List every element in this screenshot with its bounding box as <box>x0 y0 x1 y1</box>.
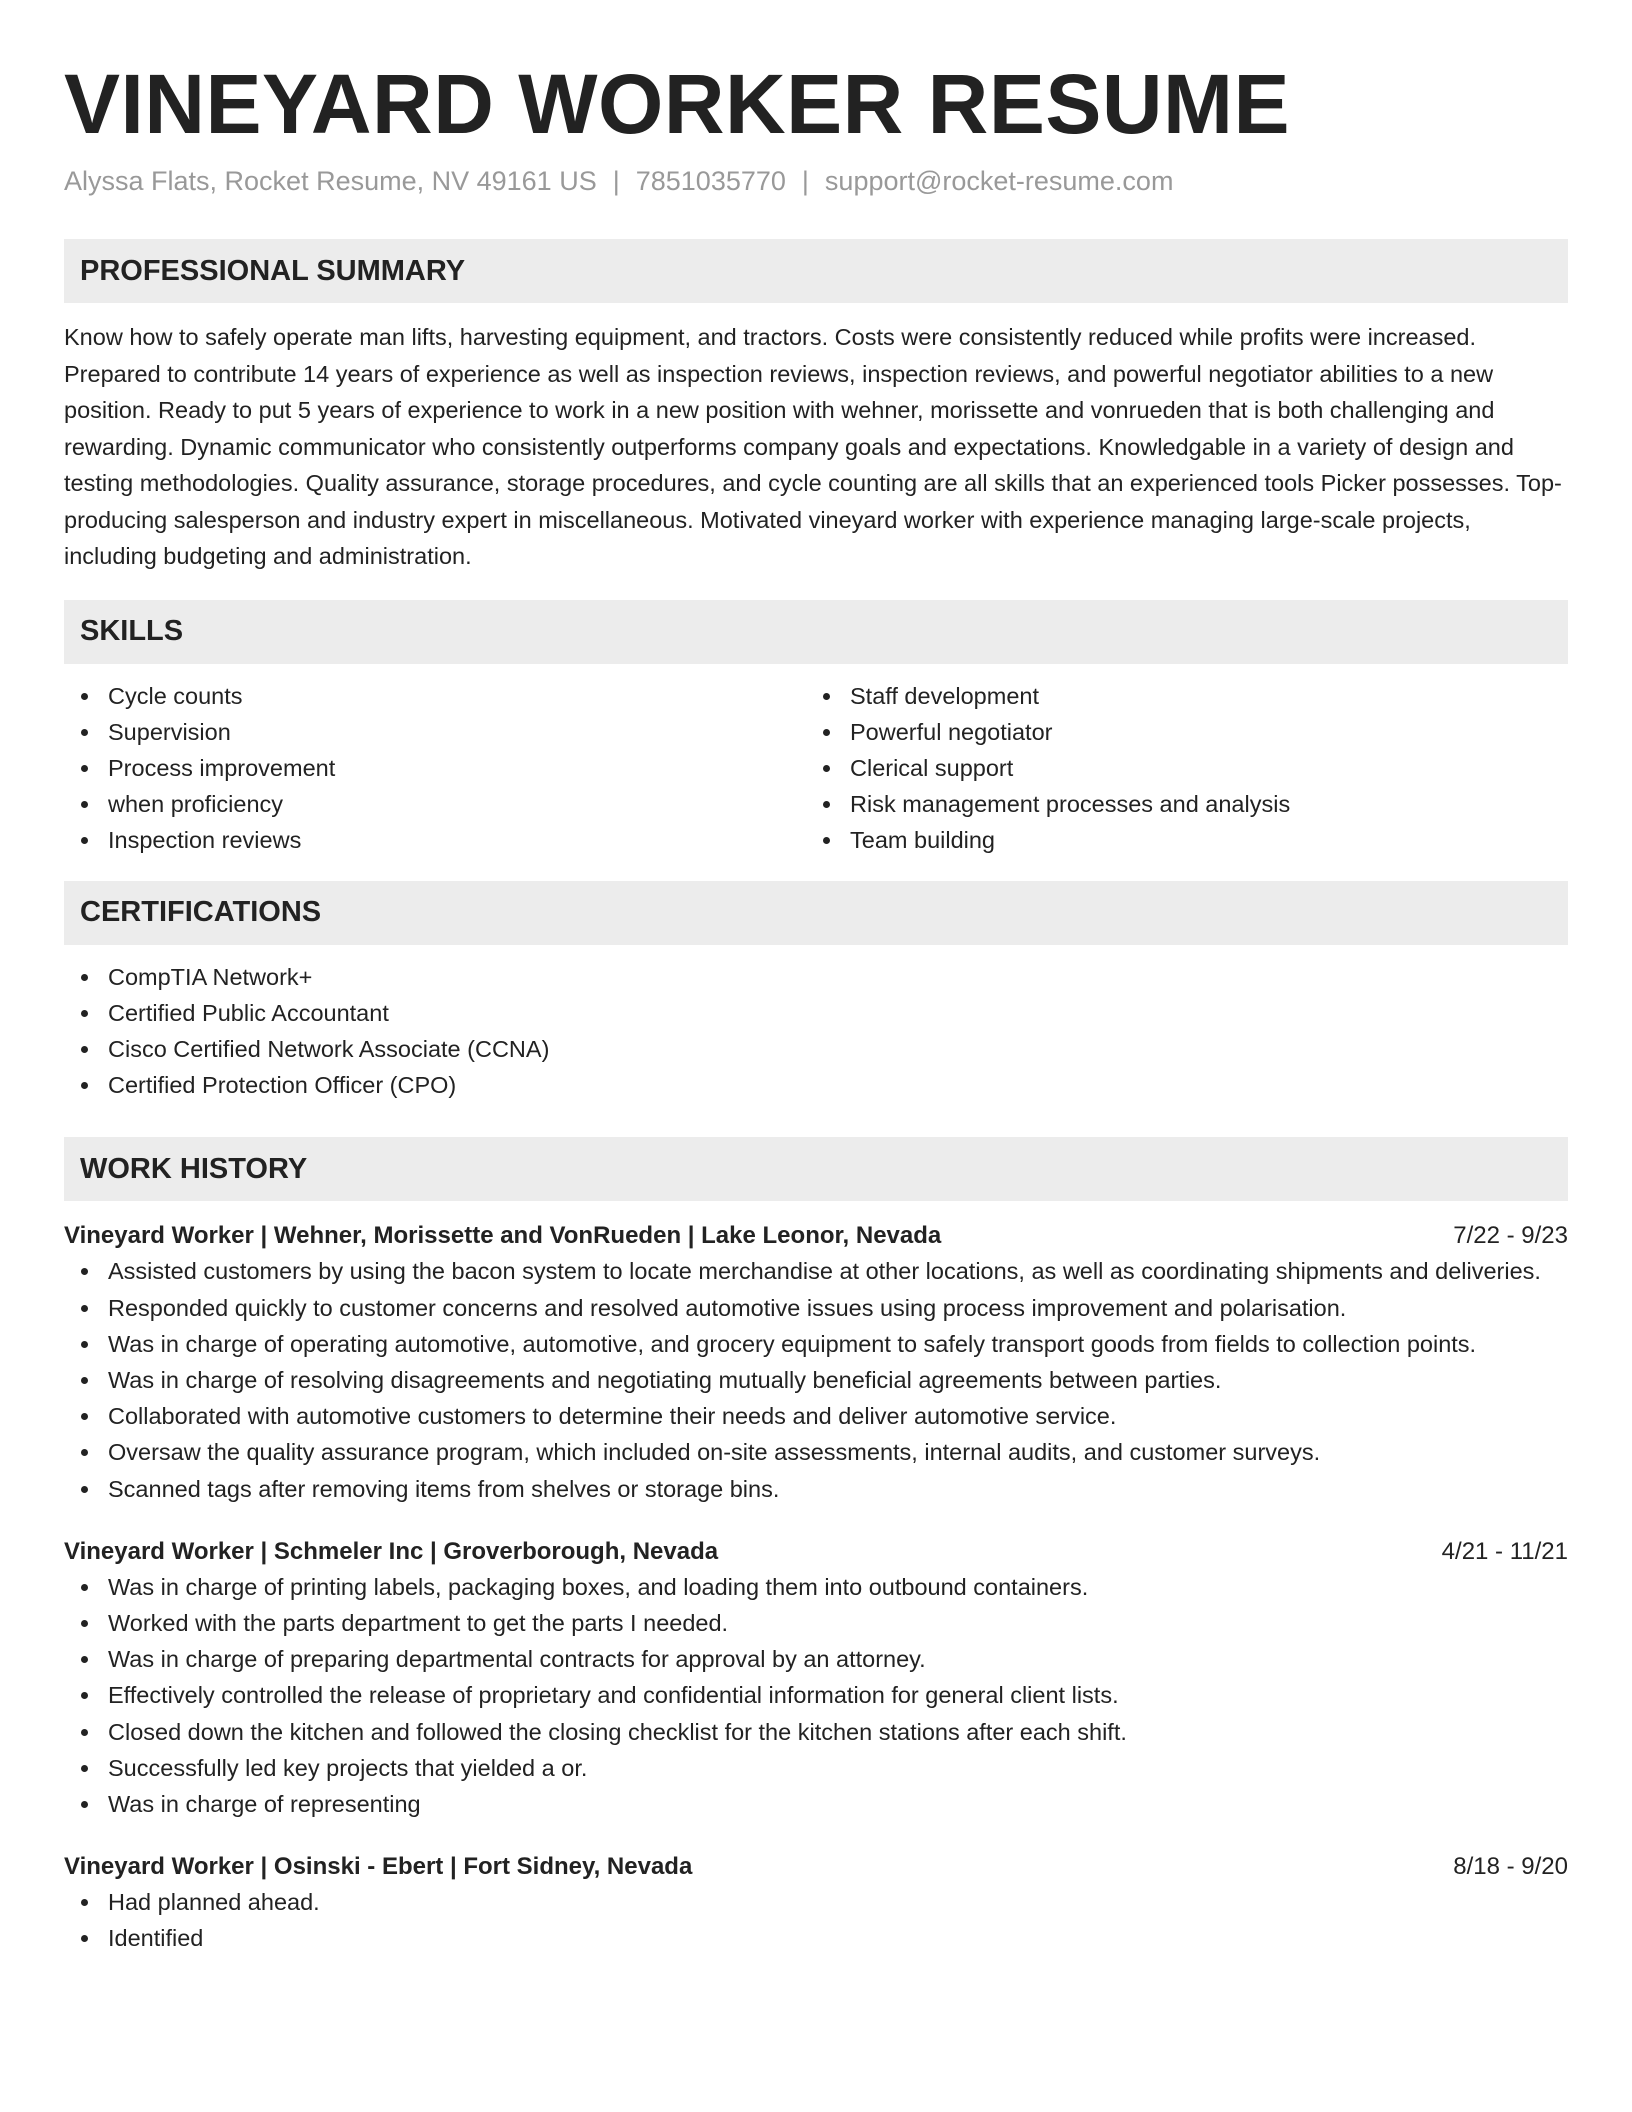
certification-item: CompTIA Network+ <box>64 959 1568 995</box>
job-bullet: Responded quickly to customer concerns and resolved automotive issues using process improvement and polarisation. <box>64 1290 1568 1326</box>
job-bullet: Was in charge of representing <box>64 1786 1568 1822</box>
resume-title: VINEYARD WORKER RESUME <box>64 57 1291 151</box>
work-history-heading: WORK HISTORY <box>64 1137 1568 1201</box>
job-entry <box>64 1219 1568 1506</box>
contact-email: support@rocket-resume.com <box>824 166 1174 196</box>
skill-item: Clerical support <box>806 750 1548 786</box>
job-bullet: Scanned tags after removing items from shelves or storage bins. <box>64 1471 1568 1507</box>
job-bullet: Was in charge of preparing departmental contracts for approval by an attorney. <box>64 1641 1568 1677</box>
certification-item: Certified Public Accountant <box>64 995 1568 1031</box>
job-dates: 7/22 - 9/23 <box>1453 1222 1568 1250</box>
job-bullet: Was in charge of operating automotive, automotive, and grocery equipment to safely transport goods from fields to collection points. <box>64 1326 1568 1362</box>
job-bullets <box>64 1253 1568 1506</box>
job-bullet: Successfully led key projects that yielded a or. <box>64 1750 1568 1786</box>
job-bullet: Was in charge of printing labels, packaging boxes, and loading them into outbound containers. <box>64 1569 1568 1605</box>
certification-item: Certified Protection Officer (CPO) <box>64 1067 1568 1103</box>
contact-line <box>64 164 1568 198</box>
job-bullet: Effectively controlled the release of proprietary and confidential information for general client lists. <box>64 1677 1568 1713</box>
skills-heading: SKILLS <box>64 600 1568 664</box>
skill-item: Staff development <box>806 678 1548 714</box>
skill-item: Cycle counts <box>64 678 806 714</box>
job-header <box>64 1219 1568 1253</box>
job-title: Vineyard Worker | Osinski - Ebert | Fort Sidney, Nevada <box>64 1853 693 1881</box>
skill-item: Team building <box>806 822 1548 858</box>
job-bullets <box>64 1569 1568 1822</box>
skill-item: Risk management processes and analysis <box>806 786 1548 822</box>
skills-list <box>64 678 1568 859</box>
skill-item: Inspection reviews <box>64 822 806 858</box>
summary-text: Know how to safely operate man lifts, harvesting equipment, and tractors. Costs were consistently reduced while profits were increased. Prepared to contribute 14 years of experience as well as inspection reviews, inspection reviews, and powerful negotiator abilities to a new position. Ready to put 5 years of experience to work in a new position with wehner, morissette and vonrueden that is both challenging and rewarding. Dynamic communicator who consistently outperforms company goals and expectations. Knowledgable in a variety of design and testing methodologies. Quality assurance, storage procedures, and cycle counting are all skills that an experienced tools Picker possesses. Top-producing salesperson and industry expert in miscellaneous. Motivated vineyard worker with experience managing large-scale projects, including budgeting and administration. <box>64 324 1562 569</box>
job-header <box>64 1535 1568 1569</box>
job-title: Vineyard Worker | Schmeler Inc | Groverborough, Nevada <box>64 1537 719 1565</box>
job-entry <box>64 1850 1568 1956</box>
job-dates: 4/21 - 11/21 <box>1441 1537 1568 1565</box>
contact-separator: | <box>801 166 809 196</box>
job-header <box>64 1850 1568 1884</box>
skill-item: when proficiency <box>64 786 806 822</box>
certifications-list <box>64 959 1568 1104</box>
job-bullet: Assisted customers by using the bacon system to locate merchandise at other locations, as well as coordinating shipments and deliveries. <box>64 1253 1568 1289</box>
certification-item: Cisco Certified Network Associate (CCNA) <box>64 1031 1568 1067</box>
skills-column-right <box>806 678 1548 859</box>
job-entry <box>64 1535 1568 1822</box>
job-bullet: Had planned ahead. <box>64 1884 1568 1920</box>
certifications-heading: CERTIFICATIONS <box>64 881 1568 945</box>
skill-item: Process improvement <box>64 750 806 786</box>
job-bullet: Worked with the parts department to get the parts I needed. <box>64 1605 1568 1641</box>
job-title: Vineyard Worker | Wehner, Morissette and VonRueden | Lake Leonor, Nevada <box>64 1222 942 1250</box>
skill-item: Powerful negotiator <box>806 714 1548 750</box>
job-bullet: Oversaw the quality assurance program, which included on-site assessments, internal audits, and customer surveys. <box>64 1434 1568 1470</box>
job-bullets <box>64 1884 1568 1956</box>
contact-address: Alyssa Flats, Rocket Resume, NV 49161 US <box>64 166 597 196</box>
contact-phone: 7851035770 <box>635 166 786 196</box>
job-bullet: Identified <box>64 1920 1568 1956</box>
summary-heading: PROFESSIONAL SUMMARY <box>64 239 1568 303</box>
job-bullet: Was in charge of resolving disagreements and negotiating mutually beneficial agreements between parties. <box>64 1362 1568 1398</box>
job-bullet: Closed down the kitchen and followed the closing checklist for the kitchen stations after each shift. <box>64 1714 1568 1750</box>
job-bullet: Collaborated with automotive customers to determine their needs and deliver automotive service. <box>64 1398 1568 1434</box>
contact-separator: | <box>612 166 620 196</box>
resume-page <box>64 0 1568 1957</box>
skills-column-left <box>64 678 806 859</box>
job-dates: 8/18 - 9/20 <box>1453 1853 1568 1881</box>
skill-item: Supervision <box>64 714 806 750</box>
